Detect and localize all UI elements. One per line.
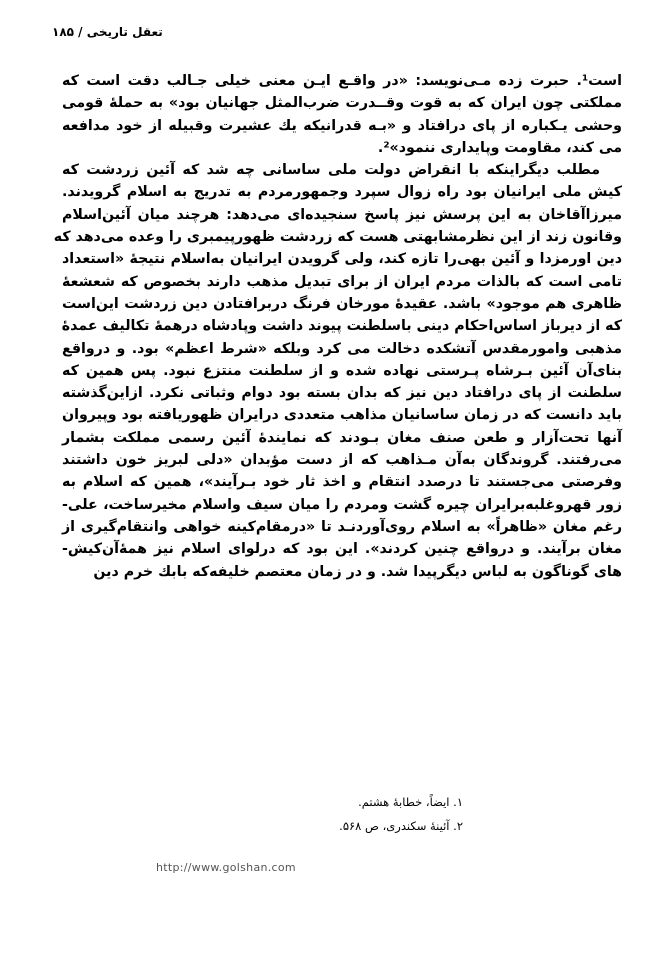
text-line: میرزاآقاخان به این پرسش نیز پاسخ سنجیده‌ای می‌دهد: هرچند میان آئین‌اسلام — [62, 206, 622, 223]
text-line: رغم مغان «ظاهراً» به اسلام روی‌آوردنـد تا «درمقام‌کینه خواهی وانتقام‌گیری از — [62, 518, 622, 535]
text-line: وحشی یـکباره از پای درافتاد و «بـه قدرانیکه یك عشیرت وقبیله از خود مدافعه — [62, 117, 622, 134]
footnote-1: ۱. ایضاً، خطابهٔ هشتم. — [358, 795, 463, 809]
text-line: است¹. حبرت زده مـی‌نویسد: «در واقـع ایـن معنی خیلی جـالب دقت است که — [62, 73, 622, 89]
footnote-2: ۲. آئینهٔ سکندری، ص ۵۶۸. — [339, 819, 463, 833]
running-header: تعقل تاریخی / ۱۸۵ — [52, 25, 163, 39]
text-line: می‌رفتند. گروندگان به‌آن مـذاهب که از دست مؤبدان «دلی لبریز خون داشتند — [62, 452, 622, 469]
text-line: زور قهروغلبه‌برایران چیره گشت ومردم را میان سیف واسلام مخیرساخت، علی- — [62, 496, 622, 513]
text-line: مذهبی وامورمقدس آتشکده دخالت می کرد وبلکه «شرط اعظم» بود. و درواقع — [62, 340, 622, 357]
text-line: وفرصتی می‌جستند تا درصدد انتقام و اخذ ثار خود بـرآیند»، همین که اسلام به — [62, 474, 622, 491]
text-line: سلطنت از پای درافتاد دین نیز که بدان بسته بود دوام وثباتی نکرد. ازاین‌گذشته — [62, 385, 622, 402]
footnotes — [339, 790, 463, 838]
text-line: باید دانست که در زمان ساسانیان مذاهب متعددی درایران ظهوریافته بود وپیروان — [62, 407, 622, 424]
text-line: تامی است که بالذات مردم ایران از برای تبدیل مذهب دارند بخصوص که شعشعهٔ — [62, 273, 622, 290]
watermark-url[interactable]: http://www.golshan.com — [156, 861, 296, 874]
text-line: مغان برآیند. و درواقع چنین کردند». این بود که درلوای اسلام نیز همهٔ‌آن‌کیش- — [62, 541, 622, 558]
text-line: دین اورمزدا و آئین بهی‌را تازه کند، ولی گرویدن ایرانیان به‌اسلام نتیجهٔ «استعداد — [62, 251, 622, 268]
text-line: ظاهری هم موجود» باشد. عقیدهٔ مورخان فرنگ دربرافتادن دین زردشت این‌است — [62, 295, 622, 312]
text-line: بنای‌آن آئین بـرشاه پـرستی نهاده شده و از سلطنت منتزع نبود. پس همین که — [62, 362, 622, 379]
text-line: کیش ملی ایرانیان بود راه زوال سپرد وجمهورمردم به تدریج به اسلام گرویدند. — [62, 184, 622, 201]
body-text — [53, 70, 622, 583]
text-line: وقانون زند از این نظرمشابهتی هست که زردشت ظهورپیمبری را وعده می‌دهد که — [53, 229, 622, 246]
text-line: مطلب دیگراینکه با انقراض دولت ملی ساسانی چه شد که آئین زردشت که — [62, 162, 600, 179]
text-line: مملکتی چون ایران که به قوت وقــدرت ضرب‌المثل جهانیان بود» به حملهٔ قومی — [62, 95, 622, 112]
text-line: آنها تحت‌آزار و طعن صنف مغان بـودند که نمایندهٔ آئین رسمی مملکت بشمار — [62, 429, 622, 446]
text-line: که از دیرباز اساس‌احکام دینی باسلطنت پیوند داشت وپادشاه درهمهٔ تکالیف عمدهٔ — [61, 318, 622, 335]
text-line: های گوناگون به لباس دیگرپیدا شد. و در زمان معتصم خلیفه‌که بابك خرم دین — [93, 563, 622, 580]
text-line: می کند، مقاومت وپایداری ننمود»². — [377, 139, 622, 156]
